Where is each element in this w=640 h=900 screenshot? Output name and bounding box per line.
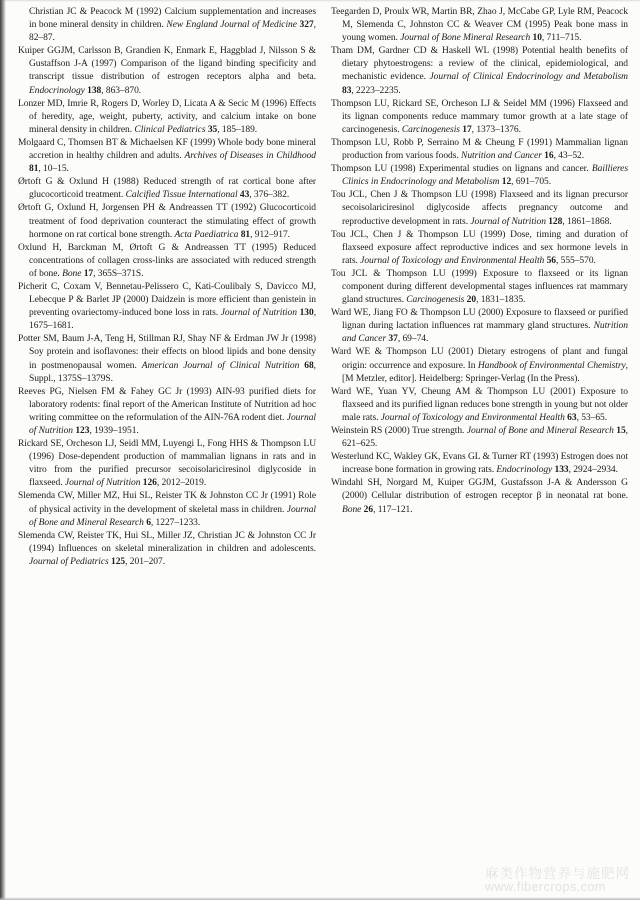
reference-entry xyxy=(331,451,628,477)
reference-text: , 1939–1951. xyxy=(89,426,139,436)
journal-title: Journal of Nutrition xyxy=(220,308,300,319)
journal-title: Journal of Nutrition xyxy=(470,216,549,227)
reference-text: , 82–87. xyxy=(29,20,316,44)
volume-number: 6 xyxy=(146,517,151,528)
journal-title: Endocrinology xyxy=(29,85,88,96)
reference-text: Slemenda CW, Reister TK, Hui SL, Miller JZ, Christian JC & Johnston CC Jr (1994) Influences on skeletal mineralization in children and adolescents. xyxy=(18,530,316,554)
journal-title: Handbook of Environmental Chemistry xyxy=(477,360,626,371)
reference-text: , [M Metzler, editor]. Heidelberg: Springer-Verlag (In the Press). xyxy=(342,360,628,384)
journal-title: Endocrinology xyxy=(496,465,555,476)
reference-entry xyxy=(331,268,628,307)
reference-text: , 117–121. xyxy=(373,504,413,515)
reference-text: Thompson LU (1998) Experimental studies on lignans and cancer. xyxy=(331,164,592,175)
volume-number: 37 xyxy=(388,334,398,345)
reference-text: Reeves PG, Nielsen FM & Fahey GC Jr (1993) AIN-93 purified diets for laboratory rodents: final report of the American Institute of Nutrition ad hoc writing committee on the reformulation of the AIN-76A rodent diet. xyxy=(18,386,316,423)
scan-edge-top xyxy=(0,0,640,2)
reference-text: Thompson LU, Rickard SE, Orcheson LJ & Seidel MM (1996) Flaxseed and its lignan components reduce mammary tumor growth at a late stage of carcinogenesis. xyxy=(331,98,628,135)
reference-text: Slemenda CW, Miller MZ, Hui SL, Reister TK & Johnston CC Jr (1991) Role of physical activity in the development of skeletal mass in children. xyxy=(18,491,316,515)
reference-text: Lonzer MD, Imrie R, Rogers D, Worley D, Licata A & Secic M (1996) Effects of heredity, age, weight, puberty, activity, and calcium intake on bone mineral density in children. xyxy=(18,98,316,135)
journal-title: New England Journal of Medicine xyxy=(166,20,300,31)
reference-text: Christian JC & Peacock M (1992) Calcium supplementation and increases in bone mineral density in children. xyxy=(29,7,316,31)
reference-entry xyxy=(18,6,316,45)
journal-title: American Journal of Clinical Nutrition xyxy=(141,360,305,371)
volume-number: 327 xyxy=(299,20,314,31)
reference-entry xyxy=(18,242,316,281)
journal-title: Bone xyxy=(62,268,84,279)
journal-title: Bone xyxy=(342,504,364,515)
reference-text: Tou JCL, Chen J & Thompson LU (1998) Flaxseed and its lignan precursor secoisolariciresinol diglycoside affects pregnancy outcome and reproductive development in rats. xyxy=(331,190,628,227)
reference-text: Potter SM, Baum J-A, Teng H, Stillman RJ, Shay NF & Erdman JW Jr (1998) Soy protein and isoflavones: their effects on blood lipids and bone density in postmenopausal women. xyxy=(18,334,316,371)
journal-title: Carcinogenesis xyxy=(406,295,467,306)
journal-title: Journal of Bone and Mineral Research xyxy=(466,426,617,436)
journal-title: Journal of Toxicology and Environmental Health xyxy=(360,255,547,266)
scan-edge-left xyxy=(0,0,6,900)
reference-text: , 365S–371S. xyxy=(93,268,144,279)
volume-number: 83 xyxy=(342,85,352,96)
reference-text: , 53–65. xyxy=(576,412,608,423)
volume-number: 81 xyxy=(240,229,251,240)
reference-text: , 43–52. xyxy=(553,151,585,162)
reference-entry xyxy=(331,425,628,451)
reference-entry xyxy=(331,163,628,189)
reference-text: Westerlund KC, Wakley GK, Evans GL & Turner RT (1993) Estrogen does not increase bone formation in growing rats. xyxy=(331,452,628,476)
volume-number: 43 xyxy=(239,190,250,201)
journal-title: Baillieres Clinics in Endocrinology and Metabolism xyxy=(342,164,628,188)
reference-text: , 2223–2235. xyxy=(351,85,401,96)
reference-text: Picherit C, Coxam V, Bennetau-Pelissero C, Kati-Coulibaly S, Davicco MJ, Lebecque P & Barlet JP (2000) Daidzein is more efficient than genistein in preventing ovariectomy-induced bone loss in rats. xyxy=(18,281,316,319)
volume-number: 125 xyxy=(111,556,126,567)
volume-number: 126 xyxy=(142,478,157,489)
reference-entry xyxy=(18,438,316,490)
journal-title: Journal of Bone Mineral Research xyxy=(400,33,533,44)
reference-text: Ward WE & Thompson LU (2001) Dietary estrogens of plant and fungal origin: occurrence and exposure. In xyxy=(331,347,628,371)
reference-text: , 69–74. xyxy=(397,334,429,345)
volume-number: 123 xyxy=(75,426,90,436)
reference-text: , 185–189. xyxy=(217,124,258,135)
volume-number: 128 xyxy=(548,216,563,227)
reference-text: Rickard SE, Orcheson LJ, Seidl MM, Luyengi L, Fong HHS & Thompson LU (1996) Dose-dependent production of mammalian lignans in rats and in vitro from the purified precursor secoisolariciresinol diglycoside in flaxseed. xyxy=(18,439,316,489)
volume-number: 16 xyxy=(544,151,554,162)
reference-text: , 912–917. xyxy=(250,229,290,240)
journal-title: Archives of Diseases in Childhood xyxy=(184,151,316,162)
reference-text: , 1675–1681. xyxy=(29,308,317,332)
reference-entry xyxy=(331,189,628,228)
reference-text: , 1831–1835. xyxy=(476,295,526,306)
volume-number: 130 xyxy=(299,308,314,319)
reference-entry xyxy=(18,45,316,97)
journal-title: Journal of Toxicology and Environmental Health xyxy=(380,412,568,423)
journal-title: Journal of Pediatrics xyxy=(29,556,112,567)
journal-title: Calcified Tissue International xyxy=(125,190,240,201)
reference-entry xyxy=(18,530,316,569)
references-column-right xyxy=(331,6,628,517)
volume-number: 12 xyxy=(501,177,512,188)
reference-entry xyxy=(331,6,628,45)
reference-text: , 691–705. xyxy=(511,177,552,188)
reference-text: , Suppl., 1375S–1379S. xyxy=(29,360,316,384)
volume-number: 63 xyxy=(567,412,577,423)
reference-text: Ward WE, Yuan YV, Cheung AM & Thompson LU (2001) Exposure to flaxseed and its purified lignan reduces bone strength in young but not older male rats. xyxy=(331,386,628,423)
volume-number: 17 xyxy=(462,124,472,135)
reference-text: Kuiper GGJM, Carlsson B, Grandien K, Enmark E, Haggblad J, Nilsson S & Gustaffson J-A (1997) Comparison of the ligand binding specificity and transcript tissue distribution of estrogen receptors alpha and beta. xyxy=(18,46,316,83)
reference-text: Thompson LU, Robb P, Serraino M & Cheung F (1991) Mammalian lignan production from various foods. xyxy=(331,137,628,162)
reference-entry xyxy=(331,346,628,385)
reference-entry xyxy=(331,477,628,516)
reference-entry xyxy=(18,98,316,137)
reference-text: Ørtoft G & Oxlund H (1988) Reduced strength of rat cortical bone after glucocorticoid treatment. xyxy=(18,177,316,201)
references-column-left xyxy=(18,6,316,569)
reference-entry xyxy=(18,202,316,241)
reference-text: Ward WE, Jiang FO & Thompson LU (2000) Exposure to flaxseed or purified lignan during lactation influences rat mammary gland structures. xyxy=(331,308,628,332)
reference-entry xyxy=(331,98,628,137)
volume-number: 138 xyxy=(87,85,102,96)
reference-text: Tou JCL & Thompson LU (1999) Exposure to flaxseed or its lignan component during different developmental stages influences rat mammary gland structures. xyxy=(331,268,628,306)
reference-text: , 10–15. xyxy=(38,164,69,175)
journal-title: Carcinogenesis xyxy=(401,124,463,135)
volume-number: 20 xyxy=(466,295,477,306)
reference-entry xyxy=(331,386,628,425)
reference-text: Tham DM, Gardner CD & Haskell WL (1998) Potential health benefits of dietary phytoestrogens: a review of the clinical, epidemiological, and mechanistic evidence. xyxy=(331,46,628,83)
reference-text: , 1373–1376. xyxy=(471,124,521,135)
journal-title: Journal of Bone and Mineral Research xyxy=(29,504,316,528)
volume-number: 68 xyxy=(304,360,314,371)
journal-title: Clinical Pediatrics xyxy=(134,124,208,135)
journal-title: Nutrition and Cancer xyxy=(342,321,628,345)
volume-number: 133 xyxy=(554,465,569,476)
reference-entry xyxy=(18,333,316,385)
journal-title: Acta Paediatrica xyxy=(174,229,241,240)
journal-title: Journal of Nutrition xyxy=(64,478,143,489)
volume-number: 26 xyxy=(363,504,374,515)
volume-number: 35 xyxy=(207,124,218,135)
volume-number: 10 xyxy=(532,33,542,44)
reference-entry xyxy=(18,281,316,333)
watermark-url: www.fibercrops.com xyxy=(485,880,606,894)
reference-text: , 711–715. xyxy=(541,33,582,44)
reference-text: Teegarden D, Proulx WR, Martin BR, Zhao J, McCabe GP, Lyle RM, Peacock M, Slemenda C, Johnston CC & Weaver CM (1995) Peak bone mass in young women. xyxy=(331,7,628,44)
reference-text: , 621–625. xyxy=(342,426,628,450)
reference-text: , 1861–1868. xyxy=(562,216,612,227)
reference-text: , 376–382. xyxy=(249,190,290,201)
volume-number: 17 xyxy=(83,268,94,279)
journal-title: Nutrition and Cancer xyxy=(461,151,545,162)
reference-text: , 2012–2019. xyxy=(156,478,207,489)
reference-entry xyxy=(18,490,316,529)
reference-entry xyxy=(18,137,316,176)
reference-text: , 1227–1233. xyxy=(150,517,201,528)
reference-entry xyxy=(331,137,628,163)
reference-text: , 201–207. xyxy=(125,556,166,567)
reference-text: Molgaard C, Thomsen BT & Michaelsen KF (1999) Whole body bone mineral accretion in healthy children and adults. xyxy=(18,137,316,162)
journal-title: Journal of Nutrition xyxy=(29,412,316,436)
reference-text: Tou JCL, Chen J & Thompson LU (1999) Dose, timing and duration of flaxseed exposure affect reproductive indices and sex hormone levels in rats. xyxy=(331,229,628,266)
volume-number: 15 xyxy=(616,426,626,436)
reference-text: , 863–870. xyxy=(101,85,142,96)
reference-text: , 555–570. xyxy=(555,255,596,266)
reference-entry xyxy=(331,229,628,268)
reference-text: Ørtoft G, Oxlund H, Jorgensen PH & Andreassen TT (1992) Glucocorticoid treatment of food deprivation counteract the stimulating effect of growth hormone on rat cortical bone strength. xyxy=(18,203,316,240)
reference-entry xyxy=(18,176,316,202)
reference-text: , 2924–2934. xyxy=(568,465,618,476)
reference-entry xyxy=(331,45,628,97)
volume-number: 56 xyxy=(546,255,556,266)
reference-entry xyxy=(331,307,628,346)
volume-number: 81 xyxy=(29,164,39,175)
reference-entry xyxy=(18,386,316,438)
reference-text: Weinstein RS (2000) True strength. xyxy=(331,426,467,436)
reference-text: Oxlund H, Barckman M, Ørtoft G & Andreassen TT (1995) Reduced concentrations of collagen cross-links are associated with reduced strength of bone. xyxy=(18,242,316,279)
watermark xyxy=(485,867,630,894)
reference-text: Windahl SH, Norgard M, Kuiper GGJM, Gustafsson J-A & Andersson G (2000) Cellular distribution of estrogen receptor β in neonatal rat bone. xyxy=(331,478,628,502)
journal-title: Journal of Clinical Endocrinology and Metabolism xyxy=(429,72,628,83)
watermark-site-name: 麻类作物营养与施肥网 xyxy=(485,866,630,881)
